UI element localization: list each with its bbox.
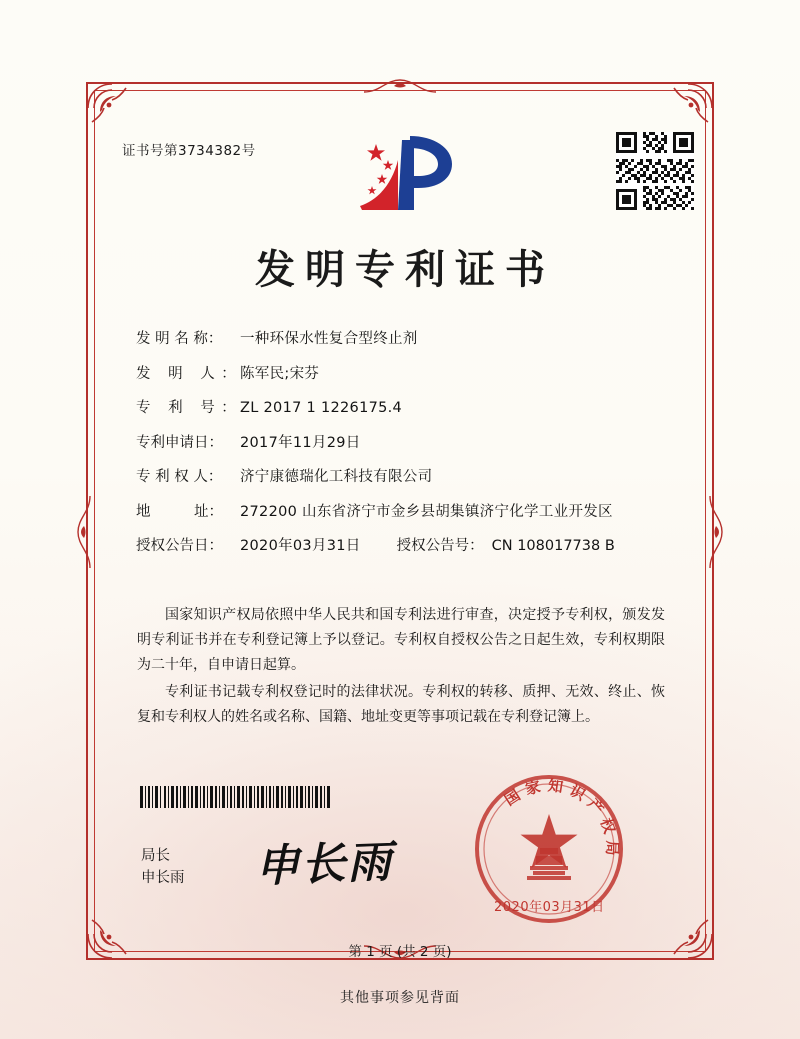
fields-block [136, 327, 676, 569]
certificate-number: 证书号第3734382号 [122, 143, 256, 159]
paragraph-2: 专利证书记载专利权登记时的法律状况。专利权的转移、质押、无效、终止、恢复和专利权人的姓名或名称、国籍、地址变更等事项记载在专利登记簿上。 [137, 684, 665, 725]
field-value-secondary: CN 108017738 B [491, 538, 615, 554]
field-label-secondary: 授权公告号： [396, 538, 484, 554]
field-grant-announcement [136, 534, 676, 555]
field-patent-number [136, 396, 676, 417]
svg-text:国家知识产权局: 国家知识产权局 [501, 776, 622, 862]
legal-text-block [137, 603, 665, 732]
field-invention-name [136, 327, 676, 348]
page-title: 发明专利证书 [255, 247, 555, 293]
back-page-note: 其他事项参见背面 [340, 990, 460, 1006]
edge-ornament-right [706, 492, 726, 576]
director-name-label: 申长雨 [141, 870, 185, 886]
signature-labels [141, 845, 185, 889]
field-value: 一种环保水性复合型终止剂 [240, 331, 418, 347]
handwritten-signature: 申长雨 [254, 836, 395, 893]
field-value: 陈军民;宋芬 [240, 365, 320, 382]
qr-code-icon [616, 132, 694, 210]
edge-ornament-top [360, 76, 440, 100]
page-number: 第 1 页 (共 2 页) [348, 944, 452, 960]
field-label: 授权公告日： [136, 538, 223, 554]
field-patentee [136, 465, 676, 486]
corner-ornament-top-right [660, 82, 714, 136]
field-label: 专 利 号： [136, 400, 243, 416]
field-value: 2020年03月31日 [240, 538, 361, 554]
paragraph-1: 国家知识产权局依照中华人民共和国专利法进行审查，决定授予专利权，颁发发明专利证书并在专利登记簿上予以登记。专利权自授权公告之日起生效，专利权期限为二十年，自申请日起算。 [137, 607, 665, 673]
edge-ornament-left [74, 492, 94, 576]
field-label: 专利申请日： [136, 434, 223, 451]
field-inventor [136, 362, 676, 383]
field-value: 济宁康德瑞化工科技有限公司 [240, 469, 433, 485]
barcode-icon [140, 786, 330, 808]
field-value: 272200 山东省济宁市金乡县胡集镇济宁化学工业开发区 [240, 503, 613, 520]
field-address [136, 500, 676, 521]
cnipa-logo-icon [352, 130, 462, 218]
field-label: 专 利 权 人： [136, 469, 223, 485]
field-value: ZL 2017 1 1226175.4 [240, 400, 403, 416]
seal-date: 2020年03月31日 [494, 900, 605, 915]
field-label: 发 明 名 称： [136, 331, 223, 347]
field-label: 发 明 人： [136, 365, 243, 382]
field-label: 地 址： [136, 503, 223, 520]
corner-ornament-top-left [86, 82, 140, 136]
director-role-label: 局长 [141, 848, 170, 864]
field-value: 2017年11月29日 [240, 434, 361, 451]
field-application-date [136, 431, 676, 452]
